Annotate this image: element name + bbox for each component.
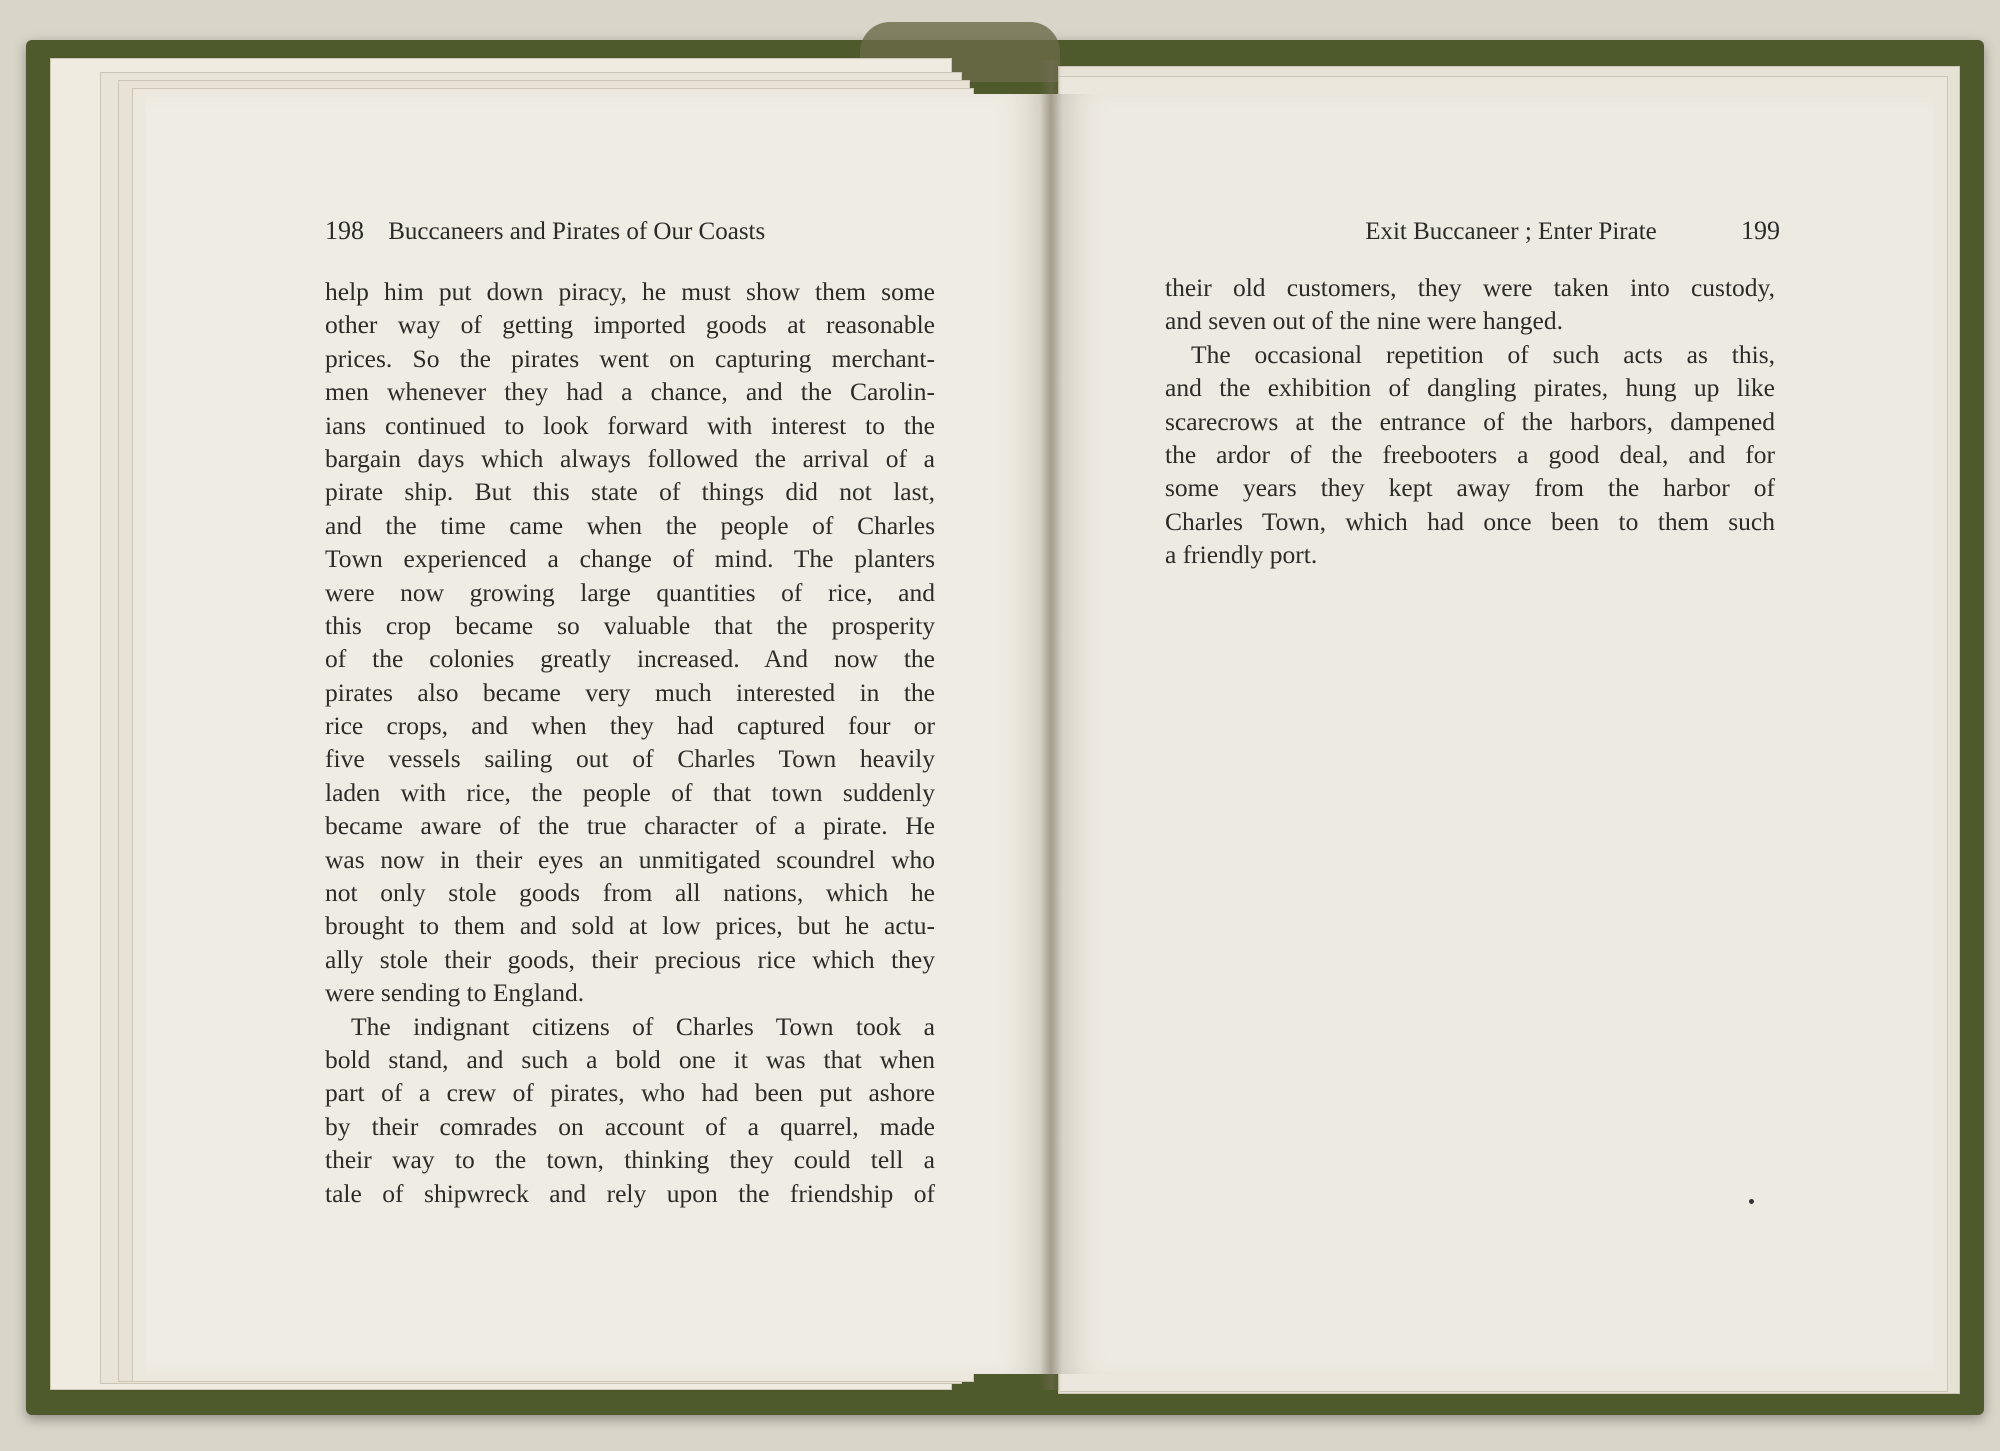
text-line: by their comrades on account of a quarrel, made <box>325 1111 935 1141</box>
text-line: Town experienced a change of mind. The planters <box>325 544 935 574</box>
text-line: their way to the town, thinking they could tell a <box>325 1145 935 1175</box>
text-line: and seven out of the nine were hanged. <box>1165 306 1563 336</box>
text-line: rice crops, and when they had captured four or <box>325 711 935 741</box>
book-gutter <box>1040 60 1062 1390</box>
text-line: The indignant citizens of Charles Town took a <box>351 1011 935 1041</box>
right-running-head-title: Exit Buccaneer ; Enter Pirate <box>1365 218 1657 245</box>
text-line: ians continued to look forward with interest to the <box>325 410 935 440</box>
text-line: this crop became so valuable that the prosperity <box>325 610 935 640</box>
text-line: tale of shipwreck and rely upon the friendship of <box>325 1178 935 1208</box>
text-line: help him put down piracy, he must show them some <box>325 277 935 306</box>
text-line: bold stand, and such a bold one it was that when <box>325 1044 935 1074</box>
text-line: Charles Town, which had once been to them such <box>1165 506 1775 536</box>
text-line: pirate ship. But this state of things did not last, <box>325 477 935 507</box>
text-line: the ardor of the freebooters a good deal, and for <box>1165 439 1775 469</box>
text-line: some years they kept away from the harbor of <box>1165 473 1775 503</box>
left-body-text <box>325 275 935 1210</box>
text-line: part of a crew of pirates, who had been put ashore <box>325 1078 935 1108</box>
right-page-number: 199 <box>1741 216 1780 245</box>
text-line: The occasional repetition of such acts as this, <box>1191 339 1775 369</box>
text-line: became aware of the true character of a pirate. He <box>325 811 935 841</box>
text-line: was now in their eyes an unmitigated scoundrel who <box>325 844 935 874</box>
text-line: a friendly port. <box>1165 540 1318 570</box>
text-line: prices. So the pirates went on capturing merchant- <box>325 343 935 373</box>
left-running-head-title: Buccaneers and Pirates of Our Coasts <box>388 218 766 245</box>
text-line: of the colonies greatly increased. And now the <box>325 644 935 674</box>
text-line: brought to them and sold at low prices, but he actu- <box>325 911 935 941</box>
text-line: were sending to England. <box>325 978 585 1008</box>
text-line: and the time came when the people of Charles <box>325 510 935 540</box>
text-line: five vessels sailing out of Charles Town heavily <box>325 744 935 774</box>
right-running-head <box>1294 216 1780 246</box>
right-body-text <box>1165 271 1775 572</box>
text-line: their old customers, they were taken into custody, <box>1165 273 1775 302</box>
text-line: bargain days which always followed the arrival of a <box>325 443 935 473</box>
left-page-number: 198 <box>325 216 364 245</box>
ink-speck <box>1749 1199 1754 1204</box>
text-line: laden with rice, the people of that town suddenly <box>325 777 935 807</box>
left-running-head <box>325 216 935 246</box>
text-line: men whenever they had a chance, and the Carolin- <box>325 377 935 407</box>
text-line: were now growing large quantities of rice, and <box>325 577 935 607</box>
text-line: not only stole goods from all nations, which he <box>325 878 935 908</box>
text-line: ally stole their goods, their precious rice which they <box>325 944 935 974</box>
text-line: other way of getting imported goods at reasonable <box>325 310 935 340</box>
text-line: and the exhibition of dangling pirates, hung up like <box>1165 373 1775 403</box>
text-line: pirates also became very much interested in the <box>325 677 935 707</box>
text-line: scarecrows at the entrance of the harbors, dampened <box>1165 406 1775 436</box>
